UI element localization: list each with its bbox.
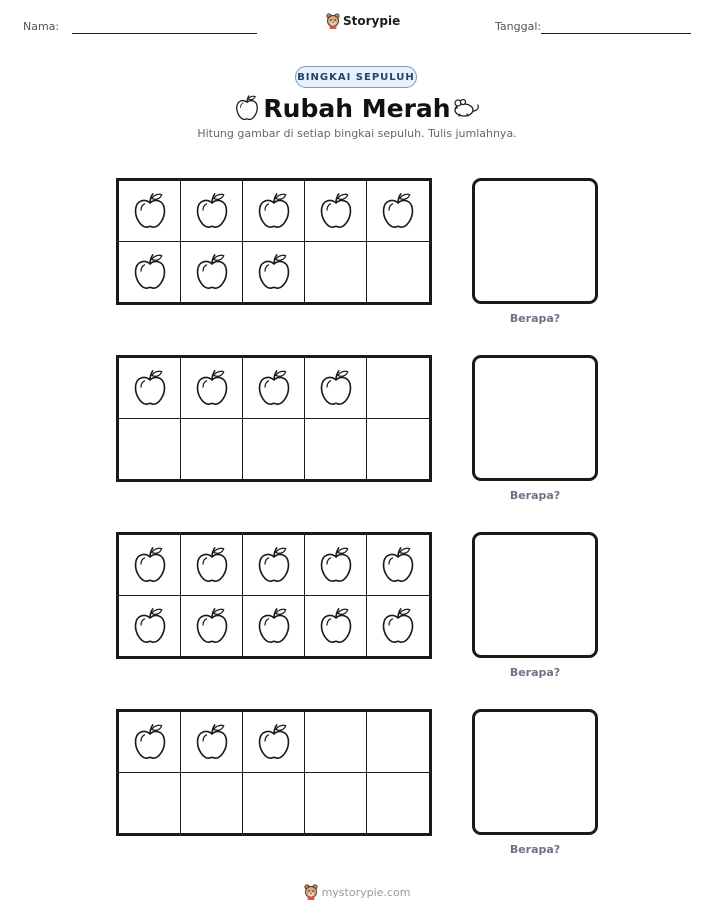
frame-cell <box>367 712 429 773</box>
frame-cell <box>367 773 429 834</box>
frame-cell <box>305 712 367 773</box>
frame-cell <box>243 535 305 596</box>
brand-name: Storypie <box>343 14 401 28</box>
frame-cell <box>181 358 243 419</box>
name-write-line <box>72 33 257 34</box>
answer-box-4[interactable] <box>472 709 598 835</box>
frame-cell <box>367 419 429 480</box>
frame-cell <box>243 419 305 480</box>
frame-cell <box>305 358 367 419</box>
ten-frame-3 <box>116 532 432 659</box>
apple-icon <box>318 368 354 408</box>
title-row <box>0 92 714 128</box>
answer-box-2[interactable] <box>472 355 598 481</box>
mouse-icon <box>451 96 481 118</box>
date-write-line <box>541 33 691 34</box>
apple-icon <box>194 606 230 646</box>
frame-cell <box>119 181 181 242</box>
frame-cell <box>181 596 243 657</box>
apple-icon <box>194 545 230 585</box>
apple-icon <box>256 252 292 292</box>
frame-cell <box>119 358 181 419</box>
ten-frame-2 <box>116 355 432 482</box>
answer-label-3: Berapa? <box>509 666 561 679</box>
frame-cell <box>181 242 243 303</box>
apple-icon <box>132 252 168 292</box>
frame-cell <box>305 596 367 657</box>
apple-icon <box>256 368 292 408</box>
page-title: Rubah Merah <box>263 94 451 123</box>
bear-mascot-icon <box>304 884 318 900</box>
apple-icon <box>132 191 168 231</box>
frame-cell <box>119 419 181 480</box>
ten-frame-4 <box>116 709 432 836</box>
name-label: Nama: <box>23 20 60 33</box>
frame-cell <box>243 242 305 303</box>
frame-cell <box>181 773 243 834</box>
apple-icon <box>318 606 354 646</box>
frame-cell <box>181 419 243 480</box>
brand-logo <box>326 13 400 29</box>
apple-icon <box>132 722 168 762</box>
frame-cell <box>367 358 429 419</box>
apple-icon <box>194 722 230 762</box>
instructions-text: Hitung gambar di setiap bingkai sepuluh. Tulis jumlahnya. <box>197 127 517 140</box>
frame-cell <box>367 181 429 242</box>
apple-icon <box>380 545 416 585</box>
frame-cell <box>119 712 181 773</box>
apple-icon <box>256 722 292 762</box>
apple-icon <box>318 545 354 585</box>
apple-icon <box>132 545 168 585</box>
frame-cell <box>119 596 181 657</box>
frame-cell <box>367 535 429 596</box>
answer-label-4: Berapa? <box>509 843 561 856</box>
apple-icon <box>194 252 230 292</box>
footer-url: mystorypie.com <box>321 885 411 899</box>
apple-icon <box>380 606 416 646</box>
frame-cell <box>305 535 367 596</box>
bear-mascot-icon <box>326 13 340 29</box>
frame-cell <box>305 773 367 834</box>
answer-label-2: Berapa? <box>509 489 561 502</box>
apple-icon <box>256 191 292 231</box>
frame-cell <box>243 773 305 834</box>
frame-cell <box>119 535 181 596</box>
frame-cell <box>243 358 305 419</box>
date-label: Tanggal: <box>495 20 542 33</box>
frame-cell <box>119 242 181 303</box>
frame-cell <box>367 242 429 303</box>
frame-cell <box>243 712 305 773</box>
footer <box>0 884 714 900</box>
frame-cell <box>305 419 367 480</box>
apple-icon <box>132 368 168 408</box>
apple-icon <box>132 606 168 646</box>
apple-icon <box>256 606 292 646</box>
frame-cell <box>181 181 243 242</box>
apple-icon <box>256 545 292 585</box>
frame-cell <box>243 596 305 657</box>
answer-label-1: Berapa? <box>509 312 561 325</box>
answer-box-1[interactable] <box>472 178 598 304</box>
apple-icon <box>194 368 230 408</box>
frame-cell <box>181 712 243 773</box>
frame-cell <box>305 181 367 242</box>
frame-cell <box>243 181 305 242</box>
frame-cell <box>305 242 367 303</box>
apple-icon <box>194 191 230 231</box>
ten-frame-1 <box>116 178 432 305</box>
frame-cell <box>181 535 243 596</box>
apple-icon <box>318 191 354 231</box>
answer-box-3[interactable] <box>472 532 598 658</box>
frame-cell <box>367 596 429 657</box>
apple-icon <box>380 191 416 231</box>
worksheet-type-badge: BINGKAI SEPULUH <box>295 66 417 88</box>
frame-cell <box>119 773 181 834</box>
